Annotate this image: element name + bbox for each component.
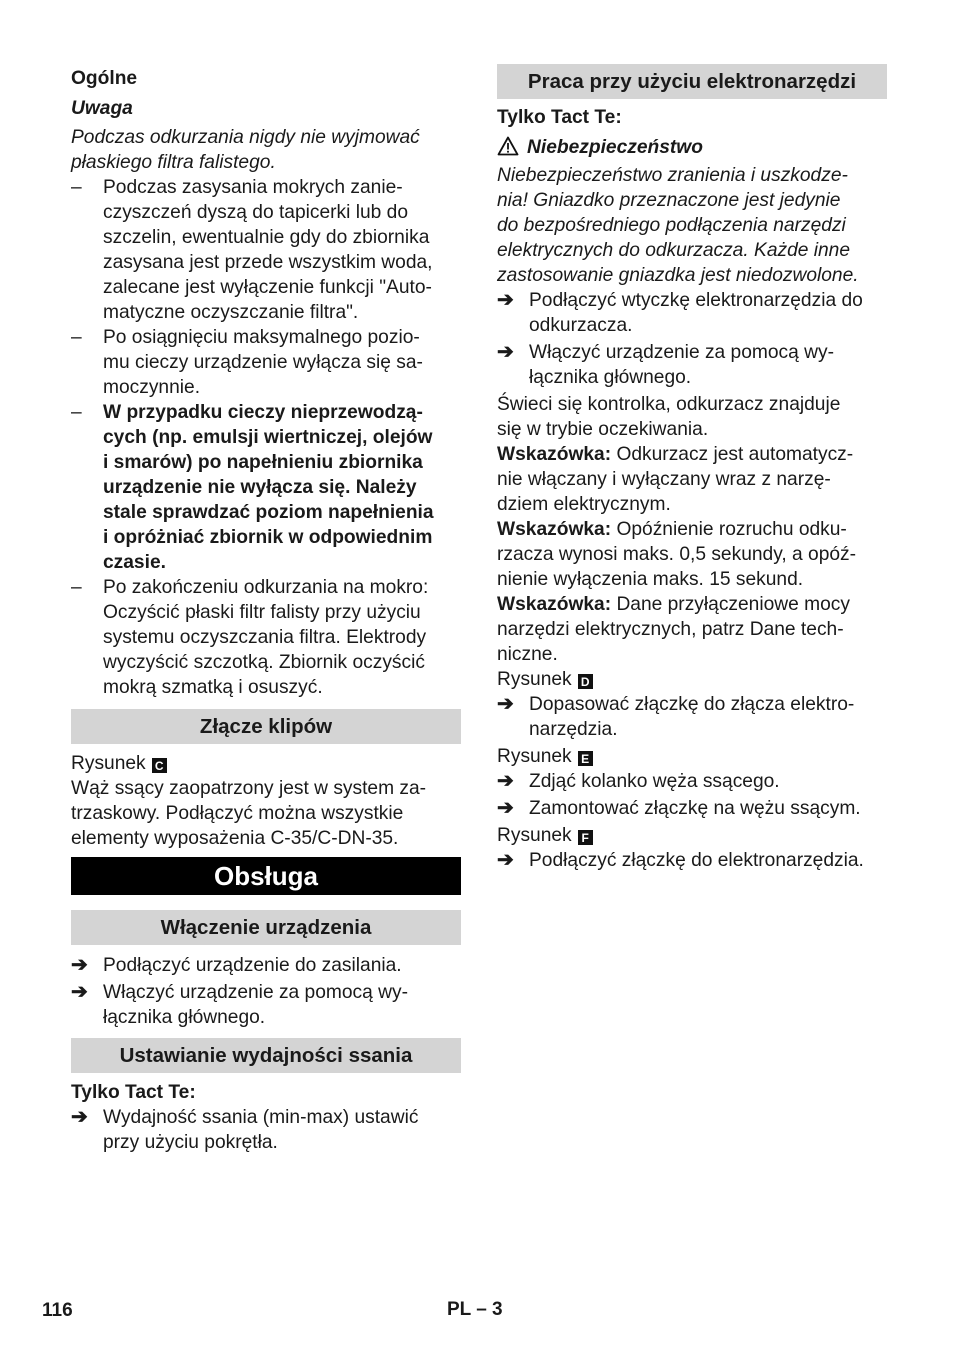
dash-bullet: – — [71, 402, 82, 423]
arrow-item-line: Podłączyć urządzenie do zasilania. — [103, 955, 402, 976]
dash-item-line: Po osiągnięciu maksymalnego pozio- — [103, 327, 420, 348]
figure-ref-c — [71, 751, 461, 776]
dash-item-line: matyczne oczyszczanie filtra". — [103, 302, 359, 323]
dash-item-line: czyszczeń dyszą do tapicerki lub do — [103, 202, 409, 223]
figure-label: Rysunek — [71, 753, 146, 774]
paragraph-line: do bezpośredniego podłączenia narzędzi — [497, 215, 846, 236]
note-line: Podczas odkurzania nigdy nie wyjmować — [71, 127, 420, 148]
arrow-item-line: przy użyciu pokrętła. — [103, 1132, 278, 1153]
dash-item-line: Oczyścić płaski filtr falisty przy użyciu — [103, 602, 421, 623]
arrow-right-icon: ➔ — [497, 289, 514, 311]
arrow-right-icon: ➔ — [71, 954, 88, 976]
paragraph-line: nia! Gniazdko przeznaczone jest jedynie — [497, 190, 841, 211]
tact-only-label: Tylko Tact Te: — [71, 1082, 196, 1103]
figure-ref-d — [497, 667, 887, 692]
dash-list-item — [71, 575, 461, 700]
figure-e-badge: E — [578, 751, 593, 766]
arrow-item-line: Włączyć urządzenie za pomocą wy- — [529, 342, 834, 363]
paragraph-line: nienie wyłączenia maks. 15 sekund. — [497, 569, 804, 590]
arrow-item-line: narzędzia. — [529, 719, 618, 740]
steps-list — [497, 288, 887, 390]
paragraph-line: się w trybie oczekiwania. — [497, 419, 709, 440]
arrow-right-icon: ➔ — [71, 981, 88, 1003]
paragraph-line — [497, 592, 887, 617]
dash-bullet: – — [71, 577, 82, 598]
dash-item-line: stale sprawdzać poziom napełnienia — [103, 502, 434, 523]
arrow-list-item — [71, 953, 461, 978]
arrow-item-line: Podłączyć wtyczkę elektronarzędzia do — [529, 290, 863, 311]
arrow-right-icon: ➔ — [497, 770, 514, 792]
switch-on-list — [71, 953, 461, 1030]
note-heading: Uwaga — [71, 98, 133, 119]
dash-list-item — [71, 325, 461, 400]
danger-heading: Niebezpieczeństwo — [527, 137, 703, 158]
paragraph-line: elektrycznych do odkurzacza. Każde inne — [497, 240, 851, 261]
dash-item-line: mu cieczy urządzenie wyłącza się sa- — [103, 352, 423, 373]
arrow-item-line: Zamontować złączkę na wężu ssącym. — [529, 798, 861, 819]
arrow-item-line: Podłączyć złączkę do elektronarzędzia. — [529, 850, 864, 871]
dash-item-line: systemu oczyszczania filtra. Elektrody — [103, 627, 427, 648]
paragraph-line: trzaskowy. Podłączyć można wszystkie — [71, 803, 404, 824]
arrow-item-line: Dopasować złączkę do złącza elektro- — [529, 694, 855, 715]
arrow-list-item — [497, 848, 887, 873]
dash-item-line: zasysana jest przede wszystkim woda, — [103, 252, 433, 273]
dash-item-line: Podczas zasysania mokrych zanie- — [103, 177, 403, 198]
section-heading-clip: Złącze klipów — [71, 709, 461, 744]
dash-item-line: cych (np. emulsji wiertniczej, olejów — [103, 427, 433, 448]
language-page-code: PL – 3 — [447, 1299, 503, 1320]
note-text — [71, 125, 461, 175]
section-heading-power-tools: Praca przy użyciu elektronarzędzi — [497, 64, 887, 99]
hint-label: Wskazówka: — [497, 444, 612, 465]
dash-bullet: – — [71, 327, 82, 348]
arrow-item-line: łącznika głównego. — [529, 367, 692, 388]
right-column — [497, 64, 887, 873]
steps-list — [497, 769, 887, 821]
steps-list — [497, 848, 887, 873]
suction-list — [71, 1105, 461, 1155]
arrow-right-icon: ➔ — [497, 341, 514, 363]
note-line: płaskiego filtra falistego. — [71, 152, 276, 173]
arrow-item-line: łącznika głównego. — [103, 1007, 266, 1028]
dash-item-line: i opróżniać zbiornik w odpowiednim — [103, 527, 433, 548]
dash-item-line: urządzenie nie wyłącza się. Należy — [103, 477, 417, 498]
danger-paragraph — [497, 163, 887, 288]
paragraph-line: nie włączany i wyłączany wraz z narzę- — [497, 469, 831, 490]
paragraph-line: rzacza wynosi maks. 0,5 sekundy, a opóź- — [497, 544, 857, 565]
dash-item-line: wyczyścić szczotką. Zbiornik oczyścić — [103, 652, 425, 673]
tact-only-label: Tylko Tact Te: — [497, 107, 622, 128]
arrow-list-item — [71, 980, 461, 1030]
arrow-list-item — [497, 796, 887, 821]
warning-triangle-icon — [497, 136, 519, 156]
dash-item-line: i smarów) po napełnieniu zbiornika — [103, 452, 423, 473]
dash-item-line: W przypadku cieczy nieprzewodzą- — [103, 402, 423, 423]
arrow-item-line: Włączyć urządzenie za pomocą wy- — [103, 982, 408, 1003]
paragraph-line: Świeci się kontrolka, odkurzacz znajduje — [497, 394, 841, 415]
paragraph-line — [497, 442, 887, 467]
hint-paragraph — [497, 592, 887, 667]
status-paragraph — [497, 392, 887, 442]
figure-label: Rysunek — [497, 746, 572, 767]
dash-item-line: szczelin, ewentualnie gdy do zbiornika — [103, 227, 430, 248]
paragraph-line — [497, 517, 887, 542]
figure-ref-e — [497, 744, 887, 769]
figure-label: Rysunek — [497, 825, 572, 846]
paragraph-line: elementy wyposażenia C-35/C-DN-35. — [71, 828, 399, 849]
page-number: 116 — [42, 1300, 73, 1321]
section-heading-switch-on: Włączenie urządzenia — [71, 910, 461, 945]
paragraph-line: zastosowanie gniazdka jest niedozwolone. — [497, 265, 859, 286]
section-heading-suction: Ustawianie wydajności ssania — [71, 1038, 461, 1073]
arrow-list-item — [497, 340, 887, 390]
arrow-list-item — [497, 769, 887, 794]
arrow-list-item — [497, 288, 887, 338]
figure-c-badge: C — [152, 758, 167, 773]
figure-f-badge: F — [578, 830, 593, 845]
steps-list — [497, 692, 887, 742]
danger-heading-row — [497, 135, 887, 160]
hint-text: Dane przyłączeniowe mocy — [611, 594, 850, 615]
hint-paragraph — [497, 517, 887, 592]
figure-label: Rysunek — [497, 669, 572, 690]
arrow-right-icon: ➔ — [497, 797, 514, 819]
dash-list — [71, 175, 461, 700]
paragraph-line: niczne. — [497, 644, 558, 665]
dash-item-line: czasie. — [103, 552, 166, 573]
dash-item-line: moczynnie. — [103, 377, 201, 398]
dash-item-line: mokrą szmatką i osuszyć. — [103, 677, 323, 698]
dash-bullet: – — [71, 177, 82, 198]
arrow-right-icon: ➔ — [497, 849, 514, 871]
arrow-right-icon: ➔ — [71, 1106, 88, 1128]
figure-ref-f — [497, 823, 887, 848]
hint-text: Opóźnienie rozruchu odku- — [611, 519, 847, 540]
hint-label: Wskazówka: — [497, 519, 612, 540]
arrow-right-icon: ➔ — [497, 693, 514, 715]
hint-label: Wskazówka: — [497, 594, 612, 615]
arrow-list-item — [497, 692, 887, 742]
arrow-item-line: odkurzacza. — [529, 315, 633, 336]
section-heading-operation: Obsługa — [71, 857, 461, 895]
left-column — [71, 64, 461, 1155]
paragraph-line: Wąż ssący zaopatrzony jest w system za- — [71, 778, 427, 799]
dash-item-line: Po zakończeniu odkurzania na mokro: — [103, 577, 429, 598]
general-heading: Ogólne — [71, 68, 138, 89]
hint-text: Odkurzacz jest automatycz- — [611, 444, 854, 465]
hint-paragraph — [497, 442, 887, 517]
dash-list-item — [71, 400, 461, 575]
dash-list-item — [71, 175, 461, 325]
arrow-list-item — [71, 1105, 461, 1155]
paragraph-line: dziem elektrycznym. — [497, 494, 671, 515]
paragraph-line: narzędzi elektrycznych, patrz Dane tech- — [497, 619, 844, 640]
arrow-item-line: Zdjąć kolanko węża ssącego. — [529, 771, 780, 792]
paragraph-line: Niebezpieczeństwo zranienia i uszkodze- — [497, 165, 848, 186]
figure-d-badge: D — [578, 674, 593, 689]
arrow-item-line: Wydajność ssania (min-max) ustawić — [103, 1107, 419, 1128]
dash-item-line: zalecane jest wyłączenie funkcji "Auto- — [103, 277, 432, 298]
clip-paragraph — [71, 776, 461, 851]
